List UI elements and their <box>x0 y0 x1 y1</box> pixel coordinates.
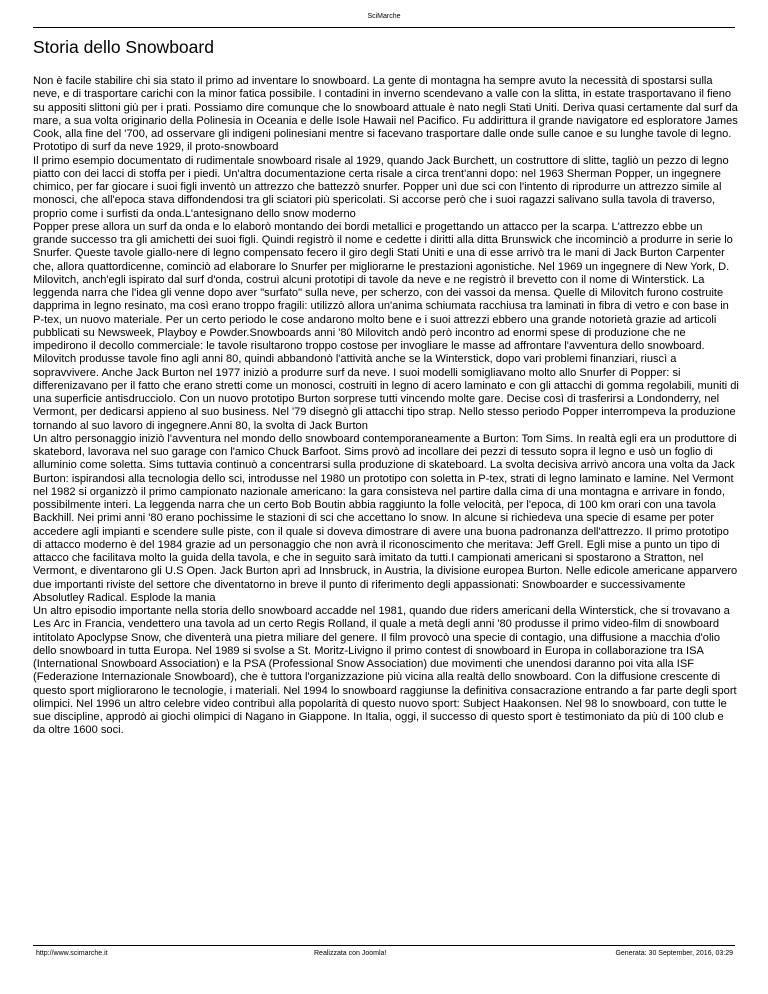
article-paragraph-intro: Non è facile stabilire chi sia stato il primo ad inventare lo snowboard. La gente di montagna ha sempre avuto la necessità di spostarsi sulla neve, e di trasportare carichi con la minor fatica possibile. I contadini in inverno scendevano a valle con la slitta, in estate trasportavano il fieno su appositi slittoni giù per i prati. Possiamo dire comunque che lo snowboard attuale è nato negli Stati Uniti. Deriva quasi certamente dal surf da mare, a sua volta originario della Polinesia in Oceania e delle Isole Hawaii nel Pacifico. Fu addirittura il grande navigatore ed esploratore James Cook, alla fine del '700, ad osservare gli indigeni polinesiani mentre si facevano trasportare dalle onde sulle canoe e su lunghe tavole di legno. Prototipo di surf da neve 1929, il proto-snowboard <box>33 75 738 154</box>
site-name: SciMarche <box>367 13 401 20</box>
article-paragraph-europe: Un altro episodio importante nella storia dello snowboard accadde nel 1981, quando due riders americani della Winterstick, che si trovavano a Les Arc in Francia, vendettero una tavola ad un certo Regis Rolland, il quale a metà degli anni '80 produsse il primo video-film di snowboard intitolato Apoclypse Snow, che diventerà una pietra miliare del genere. Il film provocò una specie di contagio, una diffusione a macchia d'olio dello snowboard in tutta Europa. Nel 1989 si svolse a St. Moritz-Livigno il primo contest di snowboard in Europa in collaborazione tra ISA (International Snowboard Association) e la PSA (Professional Snow Association) due movimenti che unendosi daranno poi vita alla ISF (Federazione Internazionale Snowboard), che è tuttora l'organizzazione più vicina alla realtà dello snowboard. Con la diffusione crescente di questo sport migliorarono le tecnologie, i materiali. Nel 1994 lo snowboard raggiunse la definitiva consacrazione entrando a far parte degli sport olimpici. Nel 1996 un altro celebre video contribuì alla popolarità di questo nuovo sport: Subject Haakonsen. Nel 98 lo snowboard, con tutte le sue discipline, approdò ai giochi olimpici di Nagano in Giappone. In Italia, oggi, il successo di questo sport è testimoniato da più di 100 club e da oltre 1600 soci. <box>33 605 737 737</box>
article-body <box>33 75 739 738</box>
article-title: Storia dello Snowboard <box>33 37 214 57</box>
page-header <box>33 10 735 28</box>
footer-credit: Realizzata con Joomla! <box>314 950 387 957</box>
page-footer <box>33 945 735 957</box>
article-paragraph-1929: Il primo esempio documentato di rudimentale snowboard risale al 1929, quando Jack Burchett, un costruttore di slitte, tagliò un pezzo di legno piatto con dei lacci di stoffa per i piedi. Un'altra documentazione certa risale a circa trent'anni dopo: nel 1963 Sherman Popper, un ingegnere chimico, per far giocare i suoi figli inventò un attrezzo che battezzò snurfer. Popper unì due sci con l'intento di riprodurre un attrezzo simile al monosci, che all'epoca stava diffondendosi tra gli sciatori più spericolati. Si accorse però che i suoi ragazzi salivano sulla tavola di traverso, proprio come i surfisti da onda.L'antesignano dello snow moderno <box>33 154 729 220</box>
article-paragraph-sims: Un altro personaggio iniziò l'avventura nel mondo dello snowboard contemporaneamente a Burton: Tom Sims. In realtà egli era un produttore di skatebord, lavorava nel suo garage con l'amico Chuck Barfoot. Sims provò ad incollare dei pezzi di tessuto sopra il legno e usò un foglio di alluminio come soletta. Sims tuttavia continuò a concentrarsi sulla produzione di skateboard. La svolta decisiva arrivò ancora una volta da Jack Burton: ispirandosi alla tecnologia dello sci, introdusse nel 1980 un prototipo con soletta in P-tex, strati di legno laminato e lamine. Nel Vermont nel 1982 si organizzò il primo campionato nazionale americano: la gara consisteva nel partire dalla cima di una montagna e arrivare in fondo, possibilmente interi. La leggenda narra che un certo Bob Boutin abbia raggiunto la folle velocità, per l'epoca, di 100 km orari con una tavola Backhill. Nei primi anni '80 erano pochissime le stazioni di sci che accettano lo snow. In alcune si richiedeva una specie di esame per poter accedere agli impianti e scendere sulle piste, con il quale si doveva dimostrare di avere una buona padronanza dell'attrezzo. Il primo prototipo di attacco moderno è del 1984 grazie ad un personaggio che non avrà il riconoscimento che meritava: Jeff Grell. Egli mise a punto un tipo di attacco che facilitava molto la guida della tavola, e che in seguito sarà imitato da tutti.I campionati americani si spostarono a Stratton, nel Vermont, e diventarono gli U.S Open. Jack Burton aprì ad Innsbruck, in Austria, la divisione europea Burton. Nelle edicole americane apparvero due importanti riviste del settore che diventatorno in breve il punto di riferimento degli appassionati: Snowboarder e successivamente Absolutley Radical. Esplode la mania <box>33 432 738 604</box>
footer-generated-date: Generata: 30 September, 2016, 03:29 <box>615 950 733 957</box>
footer-url-link[interactable]: http://www.scimarche.it <box>36 950 108 957</box>
article-paragraph-popper: Popper prese allora un surf da onda e lo elaborò montando dei bordi metallici e progettando un attacco per la scarpa. L'attrezzo ebbe un grande successo tra gli amichetti dei suoi figli. Quindi registrò il nome e cedette i diritti alla ditta Brunswick che incominciò a produrre in serie lo Snurfer. Queste tavole giallo-nere di legno compensato fecero il giro degli Stati Uniti e una di esse arrivò tra le mani di Jack Burton Carpenter che, allora quattordicenne, cominciò ad elaborare lo Snurfer per migliorarne le prestazioni agonistiche. Nel 1969 un ingegnere di New York, D. Milovitch, anch'egli ispirato dal surf d'onda, costruì alcuni prototipi di tavole da neve e ne registrò il brevetto con il nome di Winterstick. La leggenda narra che l'idea gli venne dopo aver "surfato" sulla neve, per scherzo, con dei vassoi da mensa. Quelle di Milovitch furono costruite dapprima in legno resinato, ma così erano troppo fragili: utilizzò allora un'anima schiumata racchiusa tra laminati in fibra di vetro e con base in P-tex, un nuovo materiale. Per un certo periodo le cose andarono molto bene e i suoi attrezzi ebbero una grande notorietà grazie ad articoli pubblicati su Newsweek, Playboy e Powder.Snowboards anni '80 Milovitch andò però incontro ad enormi spese di produzione che ne impedirono il decollo commerciale: le tavole risultarono troppo costose per invogliare le masse ad affrontare l'avventura dello snowboard. Milovitch produsse tavole fino agli anni 80, quindi abbandonò l'attività anche se la Winterstick, dopo vari problemi finanziari, riuscì a sopravvivere. Anche Jack Burton nel 1977 iniziò a produrre surf da neve. I suoi modelli somigliavano molto allo Snurfer di Popper: si differenizavano per il fatto che erano stretti come un monosci, costruiti in legno di acero laminato e con gli attacchi di gomma regolabili, muniti di una superficie antisdrucciolo. Con un nuovo prototipo Burton sorprese tutti vincendo molte gare. Decise così di trasferirsi a Londonderry, nel Vermont, per dedicarsi appieno al suo business. Nel '79 disegnò gli attacchi tipo strap. Nello stesso periodo Popper interrompeva la produzione tornando al suo lavoro di ingegnere.Anni 80, la svolta di Jack Burton <box>33 220 739 432</box>
